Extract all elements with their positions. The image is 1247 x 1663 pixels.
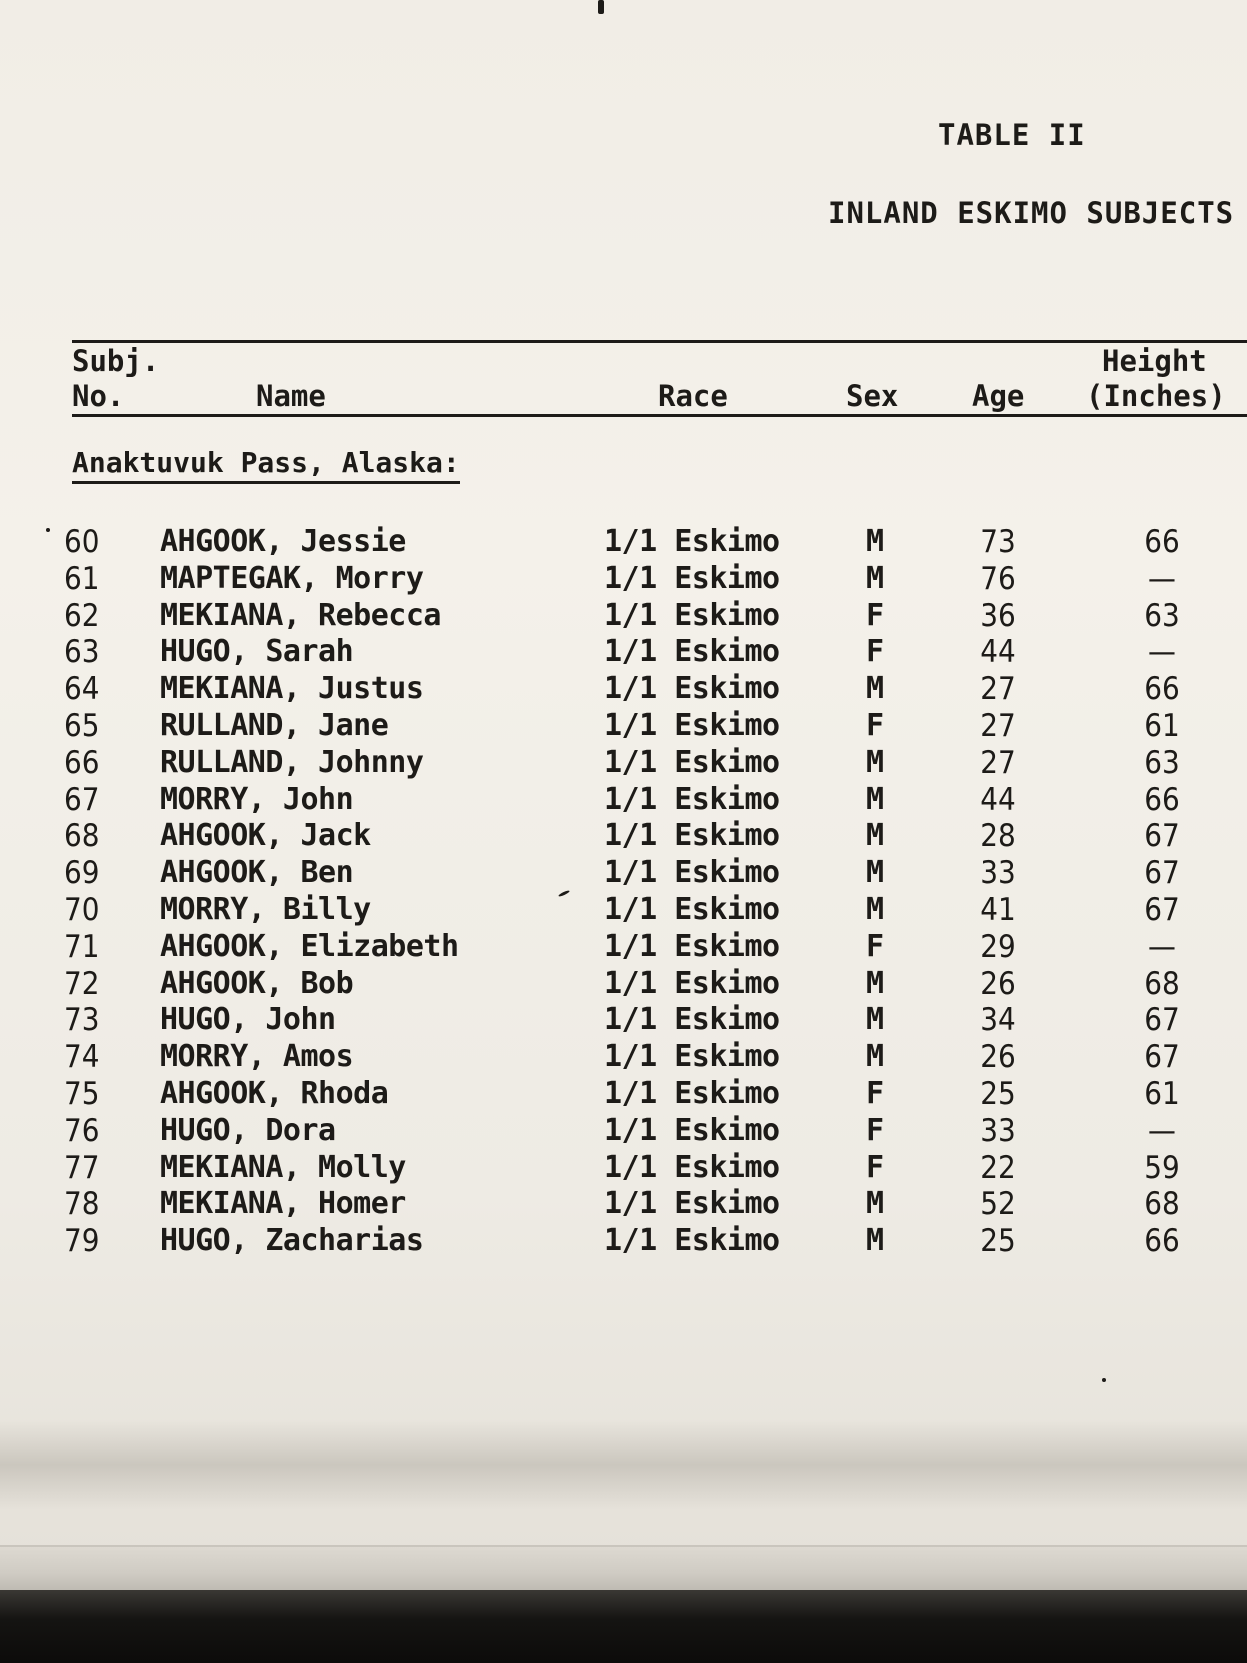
- paper-speck: [598, 0, 604, 14]
- row-sex: F: [865, 708, 885, 743]
- row-name: MORRY, Amos: [160, 1039, 354, 1074]
- row-age: 44: [980, 782, 1016, 818]
- row-height: 61: [1144, 708, 1180, 744]
- row-sex: F: [865, 598, 885, 633]
- row-subject-number: 65: [64, 708, 100, 744]
- row-age: 33: [980, 855, 1016, 891]
- row-name: MORRY, Billy: [160, 892, 371, 927]
- row-race: 1/1 Eskimo: [604, 524, 780, 559]
- row-age: 41: [980, 892, 1016, 928]
- table-row: [0, 892, 1247, 928]
- row-age: 76: [980, 561, 1016, 597]
- table-subtitle: INLAND ESKIMO SUBJECTS: [828, 196, 1235, 230]
- row-race: 1/1 Eskimo: [604, 818, 780, 853]
- row-name: MAPTEGAK, Morry: [160, 561, 424, 596]
- row-name: RULLAND, Jane: [160, 708, 389, 743]
- row-height: 67: [1144, 855, 1180, 891]
- header-bottom-rule: [72, 414, 1247, 417]
- row-age: 22: [980, 1150, 1016, 1186]
- row-name: MEKIANA, Rebecca: [160, 598, 441, 633]
- row-height: —: [1148, 1113, 1176, 1149]
- row-sex: M: [865, 855, 885, 890]
- row-age: 44: [980, 634, 1016, 670]
- column-header-race: Race: [658, 379, 728, 413]
- row-height: 59: [1144, 1150, 1180, 1186]
- row-sex: M: [865, 818, 885, 853]
- row-subject-number: 77: [64, 1150, 100, 1186]
- table-row: [0, 1039, 1247, 1075]
- row-subject-number: 78: [64, 1186, 100, 1222]
- row-height: 67: [1144, 892, 1180, 928]
- column-header-sex: Sex: [846, 379, 899, 413]
- row-age: 29: [980, 929, 1016, 965]
- table-row: [0, 745, 1247, 781]
- row-name: MEKIANA, Molly: [160, 1150, 406, 1185]
- column-header-age: Age: [972, 379, 1025, 413]
- table-row: [0, 929, 1247, 965]
- column-header-subj: Subj.: [72, 344, 160, 378]
- row-name: RULLAND, Johnny: [160, 745, 424, 780]
- row-age: 25: [980, 1076, 1016, 1112]
- row-subject-number: 61: [64, 561, 100, 597]
- row-race: 1/1 Eskimo: [604, 1150, 780, 1185]
- row-sex: M: [865, 892, 885, 927]
- row-height: 63: [1144, 745, 1180, 781]
- column-header-name: Name: [256, 379, 326, 413]
- row-sex: F: [865, 634, 885, 669]
- row-sex: M: [865, 671, 885, 706]
- table-row: [0, 855, 1247, 891]
- row-name: HUGO, Sarah: [160, 634, 354, 669]
- row-name: HUGO, Dora: [160, 1113, 336, 1148]
- table-row: [0, 1002, 1247, 1038]
- table-row: [0, 1186, 1247, 1222]
- row-age: 36: [980, 598, 1016, 634]
- row-subject-number: 70: [64, 892, 100, 928]
- row-sex: M: [865, 524, 885, 559]
- row-race: 1/1 Eskimo: [604, 1002, 780, 1037]
- row-sex: F: [865, 1076, 885, 1111]
- row-age: 52: [980, 1186, 1016, 1222]
- row-subject-number: 67: [64, 782, 100, 818]
- row-height: 68: [1144, 966, 1180, 1002]
- row-height: 66: [1144, 1223, 1180, 1259]
- row-sex: M: [865, 1186, 885, 1221]
- row-height: 63: [1144, 598, 1180, 634]
- table-row: [0, 524, 1247, 560]
- row-name: AHGOOK, Bob: [160, 966, 354, 1001]
- desk-surface: [0, 1590, 1247, 1663]
- table-row: [0, 561, 1247, 597]
- row-sex: M: [865, 1002, 885, 1037]
- row-subject-number: 72: [64, 966, 100, 1002]
- column-header-height-unit: (Inches): [1086, 379, 1226, 413]
- row-race: 1/1 Eskimo: [604, 966, 780, 1001]
- header-top-rule: [72, 340, 1247, 343]
- paper-speck: [1102, 1378, 1106, 1382]
- column-header-no: No.: [72, 379, 125, 413]
- row-age: 26: [980, 966, 1016, 1002]
- table-row: [0, 598, 1247, 634]
- row-age: 26: [980, 1039, 1016, 1075]
- row-name: MEKIANA, Justus: [160, 671, 424, 706]
- row-subject-number: 79: [64, 1223, 100, 1259]
- row-height: 67: [1144, 818, 1180, 854]
- row-subject-number: 63: [64, 634, 100, 670]
- row-height: —: [1148, 634, 1176, 670]
- table-row: [0, 1150, 1247, 1186]
- row-name: HUGO, Zacharias: [160, 1223, 424, 1258]
- table-row: [0, 966, 1247, 1002]
- row-race: 1/1 Eskimo: [604, 1113, 780, 1148]
- row-subject-number: 60: [64, 524, 100, 560]
- row-race: 1/1 Eskimo: [604, 1039, 780, 1074]
- row-name: HUGO, John: [160, 1002, 336, 1037]
- row-height: 61: [1144, 1076, 1180, 1112]
- row-height: 67: [1144, 1039, 1180, 1075]
- table-row: [0, 1223, 1247, 1259]
- row-height: —: [1148, 929, 1176, 965]
- row-age: 25: [980, 1223, 1016, 1259]
- row-height: —: [1148, 561, 1176, 597]
- row-sex: F: [865, 929, 885, 964]
- row-subject-number: 64: [64, 671, 100, 707]
- row-age: 73: [980, 524, 1016, 560]
- row-sex: M: [865, 1039, 885, 1074]
- table-title: TABLE II: [938, 118, 1086, 152]
- row-name: MEKIANA, Homer: [160, 1186, 406, 1221]
- row-age: 34: [980, 1002, 1016, 1038]
- row-subject-number: 62: [64, 598, 100, 634]
- section-heading: Anaktuvuk Pass, Alaska:: [72, 446, 460, 484]
- row-race: 1/1 Eskimo: [604, 561, 780, 596]
- row-height: 66: [1144, 782, 1180, 818]
- row-race: 1/1 Eskimo: [604, 745, 780, 780]
- row-sex: M: [865, 782, 885, 817]
- row-race: 1/1 Eskimo: [604, 1186, 780, 1221]
- row-subject-number: 74: [64, 1039, 100, 1075]
- row-sex: M: [865, 745, 885, 780]
- stacked-page-edges: [0, 1545, 1247, 1592]
- row-height: 67: [1144, 1002, 1180, 1038]
- row-race: 1/1 Eskimo: [604, 708, 780, 743]
- row-race: 1/1 Eskimo: [604, 1076, 780, 1111]
- row-sex: F: [865, 1150, 885, 1185]
- row-race: 1/1 Eskimo: [604, 598, 780, 633]
- row-race: 1/1 Eskimo: [604, 855, 780, 890]
- column-header-height: Height: [1102, 344, 1207, 378]
- row-age: 27: [980, 708, 1016, 744]
- row-subject-number: 75: [64, 1076, 100, 1112]
- row-name: AHGOOK, Jessie: [160, 524, 406, 559]
- row-name: MORRY, John: [160, 782, 354, 817]
- row-name: AHGOOK, Ben: [160, 855, 354, 890]
- row-subject-number: 69: [64, 855, 100, 891]
- row-name: AHGOOK, Rhoda: [160, 1076, 389, 1111]
- row-subject-number: 73: [64, 1002, 100, 1038]
- row-age: 27: [980, 671, 1016, 707]
- table-row: [0, 634, 1247, 670]
- row-sex: M: [865, 1223, 885, 1258]
- table-row: [0, 708, 1247, 744]
- row-subject-number: 66: [64, 745, 100, 781]
- row-age: 33: [980, 1113, 1016, 1149]
- row-name: AHGOOK, Elizabeth: [160, 929, 459, 964]
- row-race: 1/1 Eskimo: [604, 892, 780, 927]
- table-row: [0, 671, 1247, 707]
- row-age: 27: [980, 745, 1016, 781]
- table-row: [0, 818, 1247, 854]
- row-race: 1/1 Eskimo: [604, 1223, 780, 1258]
- row-sex: M: [865, 561, 885, 596]
- page-shadow: [0, 1420, 1247, 1510]
- row-subject-number: 71: [64, 929, 100, 965]
- table-row: [0, 1113, 1247, 1149]
- table-row: [0, 782, 1247, 818]
- row-race: 1/1 Eskimo: [604, 929, 780, 964]
- row-height: 66: [1144, 671, 1180, 707]
- row-age: 28: [980, 818, 1016, 854]
- table-row: [0, 1076, 1247, 1112]
- row-sex: M: [865, 966, 885, 1001]
- row-race: 1/1 Eskimo: [604, 671, 780, 706]
- row-height: 66: [1144, 524, 1180, 560]
- row-race: 1/1 Eskimo: [604, 782, 780, 817]
- row-name: AHGOOK, Jack: [160, 818, 371, 853]
- row-height: 68: [1144, 1186, 1180, 1222]
- row-subject-number: 76: [64, 1113, 100, 1149]
- row-sex: F: [865, 1113, 885, 1148]
- row-race: 1/1 Eskimo: [604, 634, 780, 669]
- row-subject-number: 68: [64, 818, 100, 854]
